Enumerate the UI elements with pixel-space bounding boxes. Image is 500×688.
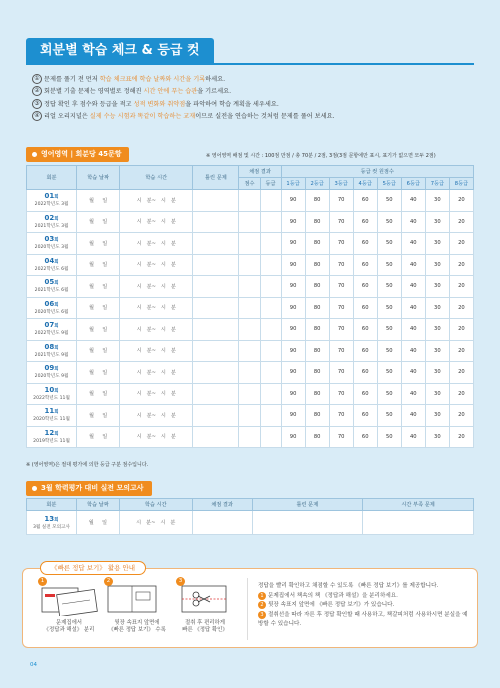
grade-cell[interactable] bbox=[260, 276, 281, 298]
guide-point-1: 1 문제집에서 책속의 책 《정답과 해설》을 분리하세요. bbox=[258, 592, 472, 602]
wrong-cell[interactable] bbox=[193, 340, 239, 362]
time-cell[interactable]: 시 분~ 시 분 bbox=[120, 340, 193, 362]
th-grade-3: 3등급 bbox=[329, 178, 353, 190]
score-cell[interactable] bbox=[239, 319, 260, 341]
cut-cell: 80 bbox=[305, 362, 329, 384]
time-cell[interactable]: 시 분~ 시 분 bbox=[120, 190, 193, 212]
wrong-cell[interactable] bbox=[252, 511, 363, 535]
cut-cell: 40 bbox=[401, 426, 425, 448]
cut-cell: 30 bbox=[425, 297, 449, 319]
cut-cell: 80 bbox=[305, 233, 329, 255]
round-cell: 02회 2021학년도 3월 bbox=[27, 211, 77, 233]
round-cell: 11회 2020학년도 11월 bbox=[27, 405, 77, 427]
cut-cell: 30 bbox=[425, 211, 449, 233]
page-number: 04 bbox=[30, 662, 37, 668]
cut-cell: 90 bbox=[281, 233, 305, 255]
th-score: 점수 bbox=[239, 178, 260, 190]
date-cell[interactable]: 월 일 bbox=[77, 211, 120, 233]
cut-cell: 60 bbox=[353, 233, 377, 255]
round-cell: 08회 2021학년도 9월 bbox=[27, 340, 77, 362]
instruction-number: ② bbox=[32, 86, 42, 96]
cut-cell: 90 bbox=[281, 383, 305, 405]
score-cell[interactable] bbox=[239, 383, 260, 405]
cover-page-icon bbox=[104, 582, 160, 616]
cut-cell: 90 bbox=[281, 190, 305, 212]
time-cell[interactable]: 시 분~ 시 분 bbox=[120, 297, 193, 319]
instruction-number: ③ bbox=[32, 99, 42, 109]
cut-cell: 20 bbox=[449, 297, 473, 319]
cut-cell: 20 bbox=[449, 190, 473, 212]
cut-cell: 20 bbox=[449, 362, 473, 384]
date-cell[interactable]: 월 일 bbox=[77, 426, 120, 448]
cut-cell: 20 bbox=[449, 211, 473, 233]
cut-cell: 50 bbox=[377, 362, 401, 384]
instruction-3: ③ 정답 확인 후 점수와 등급을 적고 성적 변화와 취약점을 파악하여 학습 계획을 세우세요. bbox=[32, 99, 472, 111]
table-row bbox=[27, 276, 474, 298]
cut-cell: 30 bbox=[425, 276, 449, 298]
score-cell[interactable] bbox=[239, 211, 260, 233]
cut-cell: 60 bbox=[353, 211, 377, 233]
cut-cell: 70 bbox=[329, 276, 353, 298]
title-underline bbox=[26, 63, 474, 65]
cut-cell: 90 bbox=[281, 254, 305, 276]
cut-cell: 70 bbox=[329, 362, 353, 384]
cut-cell: 20 bbox=[449, 383, 473, 405]
cut-cell: 50 bbox=[377, 405, 401, 427]
instruction-2: ② 회분별 기출 문제는 영역별로 정해진 시간 안에 푸는 습관을 기르세요. bbox=[32, 86, 472, 98]
th-wrong: 틀린 문제 bbox=[193, 166, 239, 190]
instructions bbox=[32, 74, 472, 123]
th-grade-2: 2등급 bbox=[305, 178, 329, 190]
round-cell: 07회 2022학년도 9월 bbox=[27, 319, 77, 341]
cut-cell: 60 bbox=[353, 297, 377, 319]
time-cell[interactable]: 시 분~ 시 분 bbox=[120, 276, 193, 298]
cut-cell: 90 bbox=[281, 362, 305, 384]
score-cell[interactable] bbox=[239, 276, 260, 298]
wrong-cell[interactable] bbox=[193, 426, 239, 448]
cut-cell: 60 bbox=[353, 319, 377, 341]
date-cell[interactable]: 월 일 bbox=[77, 276, 120, 298]
cut-cell: 60 bbox=[353, 190, 377, 212]
step-3-text: 절취 후 편리하게 빠른 《정답 확인》 bbox=[182, 620, 228, 633]
cut-cell: 50 bbox=[377, 254, 401, 276]
cut-cell: 20 bbox=[449, 319, 473, 341]
cut-cell: 80 bbox=[305, 319, 329, 341]
score-cell[interactable] bbox=[239, 340, 260, 362]
cut-cell: 40 bbox=[401, 362, 425, 384]
cut-cell: 50 bbox=[377, 276, 401, 298]
wrong-cell[interactable] bbox=[193, 190, 239, 212]
wrong-cell[interactable] bbox=[193, 383, 239, 405]
cut-cell: 30 bbox=[425, 383, 449, 405]
cut-cell: 90 bbox=[281, 297, 305, 319]
cut-cell: 40 bbox=[401, 190, 425, 212]
step-1-text: 문제집에서 《정답과 해설》 분리 bbox=[43, 620, 95, 633]
cut-cell: 30 bbox=[425, 426, 449, 448]
time-cell[interactable]: 시 분~ 시 분 bbox=[120, 254, 193, 276]
cut-cell: 40 bbox=[401, 405, 425, 427]
cut-cell: 30 bbox=[425, 405, 449, 427]
time-cell[interactable]: 시 분~ 시 분 bbox=[120, 405, 193, 427]
section1-badge: 영어영역 | 회분당 45문항 bbox=[26, 147, 129, 162]
th-cut: 등급 컷 원점수 bbox=[281, 166, 473, 178]
cut-cell: 80 bbox=[305, 340, 329, 362]
book-illustration-icon bbox=[40, 582, 100, 616]
table-row bbox=[27, 233, 474, 255]
wrong-cell[interactable] bbox=[193, 405, 239, 427]
table-row bbox=[27, 405, 474, 427]
cut-cell: 90 bbox=[281, 405, 305, 427]
grade-cell[interactable] bbox=[260, 254, 281, 276]
time-cell[interactable]: 시 분~ 시 분 bbox=[120, 362, 193, 384]
cut-cell: 20 bbox=[449, 426, 473, 448]
table-row bbox=[27, 340, 474, 362]
th-grade-1: 1등급 bbox=[281, 178, 305, 190]
th-grade-5: 5등급 bbox=[377, 178, 401, 190]
divider bbox=[247, 578, 248, 640]
grade-cell[interactable] bbox=[260, 233, 281, 255]
round-cell: 05회 2021학년도 6월 bbox=[27, 276, 77, 298]
cut-cell: 50 bbox=[377, 340, 401, 362]
table-row bbox=[27, 511, 474, 535]
mock-exam-table bbox=[26, 498, 474, 535]
time-cell[interactable]: 시 분~ 시 분 bbox=[120, 211, 193, 233]
cut-cell: 80 bbox=[305, 383, 329, 405]
cut-cell: 50 bbox=[377, 319, 401, 341]
round-cell: 01회 2022학년도 3월 bbox=[27, 190, 77, 212]
cut-cell: 60 bbox=[353, 362, 377, 384]
time-cell[interactable]: 시 분~ 시 분 bbox=[119, 511, 192, 535]
cut-cell: 70 bbox=[329, 426, 353, 448]
cut-cell: 90 bbox=[281, 340, 305, 362]
th2-wrong: 틀린 문제 bbox=[252, 499, 363, 511]
cut-cell: 50 bbox=[377, 211, 401, 233]
cut-cell: 20 bbox=[449, 405, 473, 427]
study-check-table bbox=[26, 165, 474, 448]
date-cell[interactable]: 월 일 bbox=[77, 405, 120, 427]
th-round: 회분 bbox=[27, 166, 77, 190]
cut-cell: 20 bbox=[449, 233, 473, 255]
table-row bbox=[27, 254, 474, 276]
th-grade-6: 6등급 bbox=[401, 178, 425, 190]
cut-cell: 60 bbox=[353, 276, 377, 298]
table-row bbox=[27, 319, 474, 341]
grade-cell[interactable] bbox=[260, 211, 281, 233]
round-cell: 06회 2020학년도 6월 bbox=[27, 297, 77, 319]
cut-cell: 80 bbox=[305, 405, 329, 427]
step-3-number: 3 bbox=[176, 577, 185, 586]
cut-cell: 20 bbox=[449, 276, 473, 298]
guide-text bbox=[258, 582, 472, 630]
round-cell: 12회 2019학년도 11월 bbox=[27, 426, 77, 448]
cut-cell: 40 bbox=[401, 254, 425, 276]
step-2-text: 뒷장 속표지 앞면에 《빠른 정답 보기》 수록 bbox=[108, 620, 166, 633]
cut-cell: 70 bbox=[329, 297, 353, 319]
table-row bbox=[27, 297, 474, 319]
cut-cell: 60 bbox=[353, 426, 377, 448]
instruction-number: ④ bbox=[32, 111, 42, 121]
grade-cell[interactable] bbox=[260, 190, 281, 212]
grade-cell[interactable] bbox=[260, 383, 281, 405]
date-cell[interactable]: 월 일 bbox=[77, 383, 120, 405]
instruction-4: ④ 리얼 오리지널은 실제 수능 시험과 똑같이 학습하는 교재이므로 실전을 연습하는 것처럼 문제를 풀어 보세요. bbox=[32, 111, 472, 123]
date-cell[interactable]: 월 일 bbox=[77, 233, 120, 255]
grade-cell[interactable] bbox=[260, 340, 281, 362]
th-grade: 등급 bbox=[260, 178, 281, 190]
cut-cell: 40 bbox=[401, 340, 425, 362]
table-row bbox=[27, 211, 474, 233]
scissors-icon bbox=[176, 582, 232, 616]
time-cell[interactable]: 시 분~ 시 분 bbox=[120, 383, 193, 405]
instruction-1: ① 문제를 풀기 전 먼저 학습 체크표에 학습 날짜와 시간을 기록하세요. bbox=[32, 74, 472, 86]
score-cell[interactable] bbox=[239, 233, 260, 255]
cut-cell: 70 bbox=[329, 319, 353, 341]
cut-cell: 50 bbox=[377, 426, 401, 448]
cut-cell: 80 bbox=[305, 426, 329, 448]
extra-cell[interactable] bbox=[363, 511, 474, 535]
section2-badge: 3월 학력평가 대비 실전 모의고사 bbox=[26, 481, 152, 496]
cut-cell: 30 bbox=[425, 233, 449, 255]
cut-cell: 90 bbox=[281, 276, 305, 298]
date-cell[interactable]: 월 일 bbox=[77, 190, 120, 212]
cut-cell: 80 bbox=[305, 211, 329, 233]
time-cell[interactable]: 시 분~ 시 분 bbox=[120, 233, 193, 255]
grade-cell[interactable] bbox=[260, 297, 281, 319]
wrong-cell[interactable] bbox=[193, 211, 239, 233]
wrong-cell[interactable] bbox=[193, 362, 239, 384]
wrong-cell[interactable] bbox=[193, 319, 239, 341]
time-cell[interactable]: 시 분~ 시 분 bbox=[120, 319, 193, 341]
cut-cell: 40 bbox=[401, 211, 425, 233]
cut-cell: 50 bbox=[377, 190, 401, 212]
round-cell: 03회 2020학년도 3월 bbox=[27, 233, 77, 255]
cut-cell: 40 bbox=[401, 297, 425, 319]
th-result: 채점 결과 bbox=[239, 166, 281, 178]
cut-cell: 80 bbox=[305, 276, 329, 298]
instruction-number: ① bbox=[32, 74, 42, 84]
cut-cell: 60 bbox=[353, 405, 377, 427]
cut-cell: 60 bbox=[353, 383, 377, 405]
date-cell[interactable]: 월 일 bbox=[77, 362, 120, 384]
cut-cell: 20 bbox=[449, 340, 473, 362]
score-cell[interactable] bbox=[239, 405, 260, 427]
score-cell[interactable] bbox=[239, 190, 260, 212]
guide-point-3: 3 절취선을 따라 자른 후 정답 확인할 때 사용하고, 책갈피처럼 사용하시면 분실을 예방할 수 있습니다. bbox=[258, 611, 468, 627]
cut-cell: 20 bbox=[449, 254, 473, 276]
step-1-number: 1 bbox=[38, 577, 47, 586]
wrong-cell[interactable] bbox=[193, 233, 239, 255]
wrong-cell[interactable] bbox=[193, 254, 239, 276]
cut-cell: 50 bbox=[377, 297, 401, 319]
wrong-cell[interactable] bbox=[193, 297, 239, 319]
result-cell[interactable] bbox=[192, 511, 252, 535]
th-date: 학습 날짜 bbox=[77, 166, 120, 190]
table-row bbox=[27, 383, 474, 405]
cut-cell: 60 bbox=[353, 254, 377, 276]
section1-note: ※ 영어영역 배점 및 시간 : 100점 만점 / 총 70분 / 2점, 3점(3점 문항에만 표시, 표기가 없으면 모두 2점) bbox=[206, 153, 436, 159]
th2-extra: 시간 부족 문제 bbox=[363, 499, 474, 511]
cut-cell: 40 bbox=[401, 319, 425, 341]
cut-cell: 70 bbox=[329, 254, 353, 276]
guide-title: 《빠른 정답 보기》 활용 안내 bbox=[40, 561, 146, 575]
date-cell[interactable]: 월 일 bbox=[77, 319, 120, 341]
step-2-number: 2 bbox=[104, 577, 113, 586]
date-cell[interactable]: 월 일 bbox=[76, 511, 119, 535]
cut-cell: 40 bbox=[401, 233, 425, 255]
cut-cell: 80 bbox=[305, 190, 329, 212]
round-cell: 04회 2022학년도 6월 bbox=[27, 254, 77, 276]
page-title: 회분별 학습 체크 & 등급 컷 bbox=[26, 38, 214, 64]
cut-cell: 90 bbox=[281, 319, 305, 341]
score-cell[interactable] bbox=[239, 426, 260, 448]
th-grade-7: 7등급 bbox=[425, 178, 449, 190]
th2-result: 채점 결과 bbox=[192, 499, 252, 511]
cut-cell: 70 bbox=[329, 405, 353, 427]
cut-cell: 40 bbox=[401, 383, 425, 405]
date-cell[interactable]: 월 일 bbox=[77, 297, 120, 319]
cut-cell: 70 bbox=[329, 190, 353, 212]
score-cell[interactable] bbox=[239, 297, 260, 319]
round-cell: 10회 2022학년도 11월 bbox=[27, 383, 77, 405]
th2-round: 회분 bbox=[27, 499, 77, 511]
score-cell[interactable] bbox=[239, 254, 260, 276]
th-grade-4: 4등급 bbox=[353, 178, 377, 190]
th-grade-8: 8등급 bbox=[449, 178, 473, 190]
cut-cell: 30 bbox=[425, 362, 449, 384]
cut-cell: 90 bbox=[281, 211, 305, 233]
round-cell: 09회 2020학년도 9월 bbox=[27, 362, 77, 384]
guide-point-2: 2 뒷장 속표지 앞면에 《빠른 정답 보기》가 있습니다. bbox=[258, 601, 472, 611]
cut-cell: 30 bbox=[425, 254, 449, 276]
grade-cell[interactable] bbox=[260, 405, 281, 427]
score-cell[interactable] bbox=[239, 362, 260, 384]
th-time: 학습 시간 bbox=[120, 166, 193, 190]
cut-cell: 50 bbox=[377, 383, 401, 405]
cut-cell: 40 bbox=[401, 276, 425, 298]
th2-time: 학습 시간 bbox=[119, 499, 192, 511]
section1-footnote: ※ (영어영역)은 절대 평가에 의한 등급 구분 점수입니다. bbox=[26, 462, 149, 468]
cut-cell: 80 bbox=[305, 297, 329, 319]
table-row bbox=[27, 362, 474, 384]
grade-cell[interactable] bbox=[260, 362, 281, 384]
cut-cell: 30 bbox=[425, 340, 449, 362]
cut-cell: 30 bbox=[425, 190, 449, 212]
grade-cell[interactable] bbox=[260, 319, 281, 341]
date-cell[interactable]: 월 일 bbox=[77, 254, 120, 276]
cut-cell: 70 bbox=[329, 233, 353, 255]
th2-date: 학습 날짜 bbox=[76, 499, 119, 511]
grade-cell[interactable] bbox=[260, 426, 281, 448]
cut-cell: 90 bbox=[281, 426, 305, 448]
cut-cell: 80 bbox=[305, 254, 329, 276]
guide-intro: 정답을 빨리 확인하고 채점할 수 있도록 《빠른 정답 보기》를 제공합니다. bbox=[258, 583, 439, 589]
cut-cell: 70 bbox=[329, 211, 353, 233]
table-row bbox=[27, 426, 474, 448]
cut-cell: 30 bbox=[425, 319, 449, 341]
date-cell[interactable]: 월 일 bbox=[77, 340, 120, 362]
round-cell: 13회 3월 실전 모의고사 bbox=[27, 511, 77, 535]
wrong-cell[interactable] bbox=[193, 276, 239, 298]
cut-cell: 50 bbox=[377, 233, 401, 255]
cut-cell: 70 bbox=[329, 383, 353, 405]
time-cell[interactable]: 시 분~ 시 분 bbox=[120, 426, 193, 448]
table-row bbox=[27, 190, 474, 212]
cut-cell: 70 bbox=[329, 340, 353, 362]
cut-cell: 60 bbox=[353, 340, 377, 362]
